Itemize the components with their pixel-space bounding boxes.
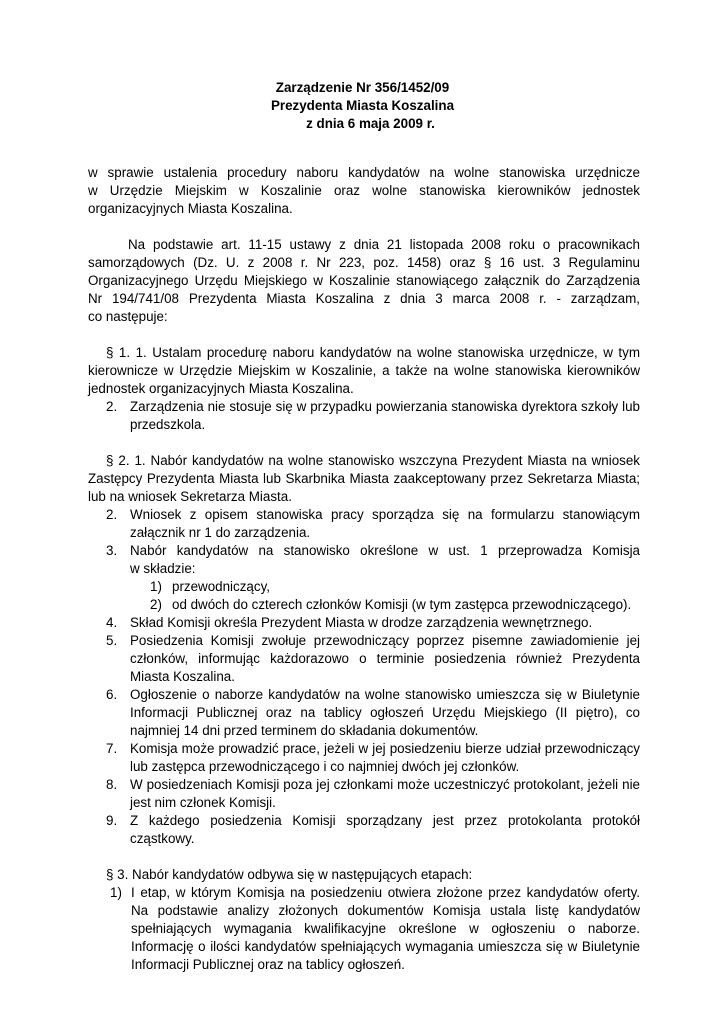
item-line: Nabór kandydatów na stanowisko określone w ust. 1 przeprowadza Komisja [130,543,640,558]
item-line: Na podstawie analizy złożonych dokumentów Komisja ustala listę kandydatów [131,903,640,918]
section-2-line: § 2. 1. Nabór kandydatów na wolne stanowisko wszczyna Prezydent Miasta na wniosek [106,453,640,468]
section-3-title [106,866,640,884]
sub-item-number: 2) [150,597,162,612]
section-2-item-6 [106,686,640,740]
section-2-item-9 [106,812,640,848]
item-line: lub zastępca przewodniczącego i co najmniej dwóch jej członków. [130,759,520,774]
intro-line: w Urzędzie Miejskim w Koszalinie oraz wolne stanowiska kierowników jednostek [88,183,640,198]
section-3-heading: § 3. Nabór kandydatów odbywa się w następujących etapach: [106,867,473,882]
item-line: załącznik nr 1 do zarządzenia. [130,525,311,540]
section-2-line: Zastępcy Prezydenta Miasta lub Skarbnika Miasta zaakceptowany przez Sekretarza Miasta; [88,471,640,486]
legal-basis-paragraph [88,236,640,326]
section-1-line: § 1. 1. Ustalam procedurę naboru kandydatów na wolne stanowiska urzędnicze, w tym [106,345,640,360]
section-2-item-8 [106,776,640,812]
item-number: 2. [106,507,118,522]
section-2-item-3 [106,542,640,578]
item-number: 6. [106,687,118,702]
intro-line: organizacyjnych Miasta Koszalina. [88,201,293,216]
sub-item-text: przewodniczący, [172,579,270,594]
sub-item-text: od dwóch do czterech członków Komisji (w tym zastępca przewodniczącego). [172,597,632,612]
item-line: Miasta Koszalina. [130,669,235,684]
item-line: Skład Komisji określa Prezydent Miasta w drodze zarządzenia wewnętrznego. [130,615,593,630]
basis-line: Nr 194/741/08 Prezydenta Miasta Koszalina z dnia 3 marca 2008 r. - zarządzam, [88,291,640,306]
item-line: I etap, w którym Komisja na posiedzeniu otwiera złożone przez kandydatów oferty. [131,885,640,900]
sub-item-number: 1) [150,579,162,594]
item-line: członków, informując każdorazowo o terminie posiedzenia również Prezydenta [130,651,640,666]
item-line: Z każdego posiedzenia Komisji sporządzany jest przez protokolanta protokół [130,813,640,828]
item-line: spełniających wymagania kwalifikacyjne określone w ogłoszeniu o naborze. [131,921,640,936]
item-line: jest nim członek Komisji. [130,795,276,810]
item-number: 8. [106,777,118,792]
section-3-item-1 [110,884,640,974]
basis-line: co następuje: [88,309,168,324]
item-line: cząstkowy. [130,831,195,846]
basis-line: Organizacyjnego Urzędu Miejskiego w Koszalinie stanowiącego załącznik do Zarządzenia [88,273,640,288]
title-line-2: Prezydenta Miasta Koszalina [270,98,455,113]
section-2-line: lub na wniosek Sekretarza Miasta. [88,489,292,504]
item-line: Informacji Publicznej oraz na tablicy ogłoszeń. [131,957,405,972]
sub-item-1 [150,578,640,596]
item-line: Posiedzenia Komisji zwołuje przewodniczący poprzez pisemne zawiadomienie jej [130,633,640,648]
title-line-1: Zarządzenie Nr 356/1452/09 [275,80,450,95]
item-number: 4. [106,615,118,630]
item-number: 5. [106,633,118,648]
item-line: Komisja może prowadzić prace, jeżeli w jej posiedzeniu bierze udział przewodniczący [130,741,640,756]
basis-line: Na podstawie art. 11-15 ustawy z dnia 21 listopada 2008 roku o pracownikach [128,237,640,252]
item-number: 1) [110,885,122,900]
item-number: 2. [106,399,118,414]
item-line: najmniej 14 dni przed terminem do składania dokumentów. [130,723,479,738]
section-2-item-2 [106,506,640,542]
item-line: Wniosek z opisem stanowiska pracy sporządza się na formularzu stanowiącym [130,507,640,522]
section-1 [88,344,640,398]
item-line: w składzie: [130,561,196,576]
sub-item-2 [150,596,640,614]
item-line: Informacji Publicznej oraz na tablicy ogłoszeń Urzędu Miejskiego (II piętro), co [130,705,640,720]
document-header [0,79,725,133]
item-line: W posiedzeniach Komisji poza jej członkami może uczestniczyć protokolant, jeżeli nie [130,777,640,792]
item-number: 9. [106,813,118,828]
item-line: Informację o ilości kandydatów spełniających wymagania umieszcza się w Biuletynie [131,939,640,954]
item-line: przedszkola. [130,417,206,432]
section-1-line: kierownicze w Urzędzie Miejskim w Koszalinie, a także na wolne stanowiska kierowników [88,363,640,378]
item-number: 3. [106,543,118,558]
intro-line: w sprawie ustalenia procedury naboru kandydatów na wolne stanowiska urzędnicze [88,165,640,180]
item-line: Ogłoszenie o naborze kandydatów na wolne stanowisko umieszcza się w Biuletynie [130,687,640,702]
section-1-line: jednostek organizacyjnych Miasta Koszalina. [88,381,354,396]
section-1-item-2 [106,398,640,434]
item-number: 7. [106,741,118,756]
title-line-3: z dnia 6 maja 2009 r. [306,116,435,131]
section-2-item-7 [106,740,640,776]
section-2-item-4 [106,614,640,632]
item-line: Zarządzenia nie stosuje się w przypadku powierzania stanowiska dyrektora szkoły lub [130,399,640,414]
basis-line: samorządowych (Dz. U. z 2008 r. Nr 223, poz. 1458) oraz § 16 ust. 3 Regulaminu [88,255,640,270]
section-2-item-5 [106,632,640,686]
intro-paragraph [88,164,640,218]
section-2 [88,452,640,506]
